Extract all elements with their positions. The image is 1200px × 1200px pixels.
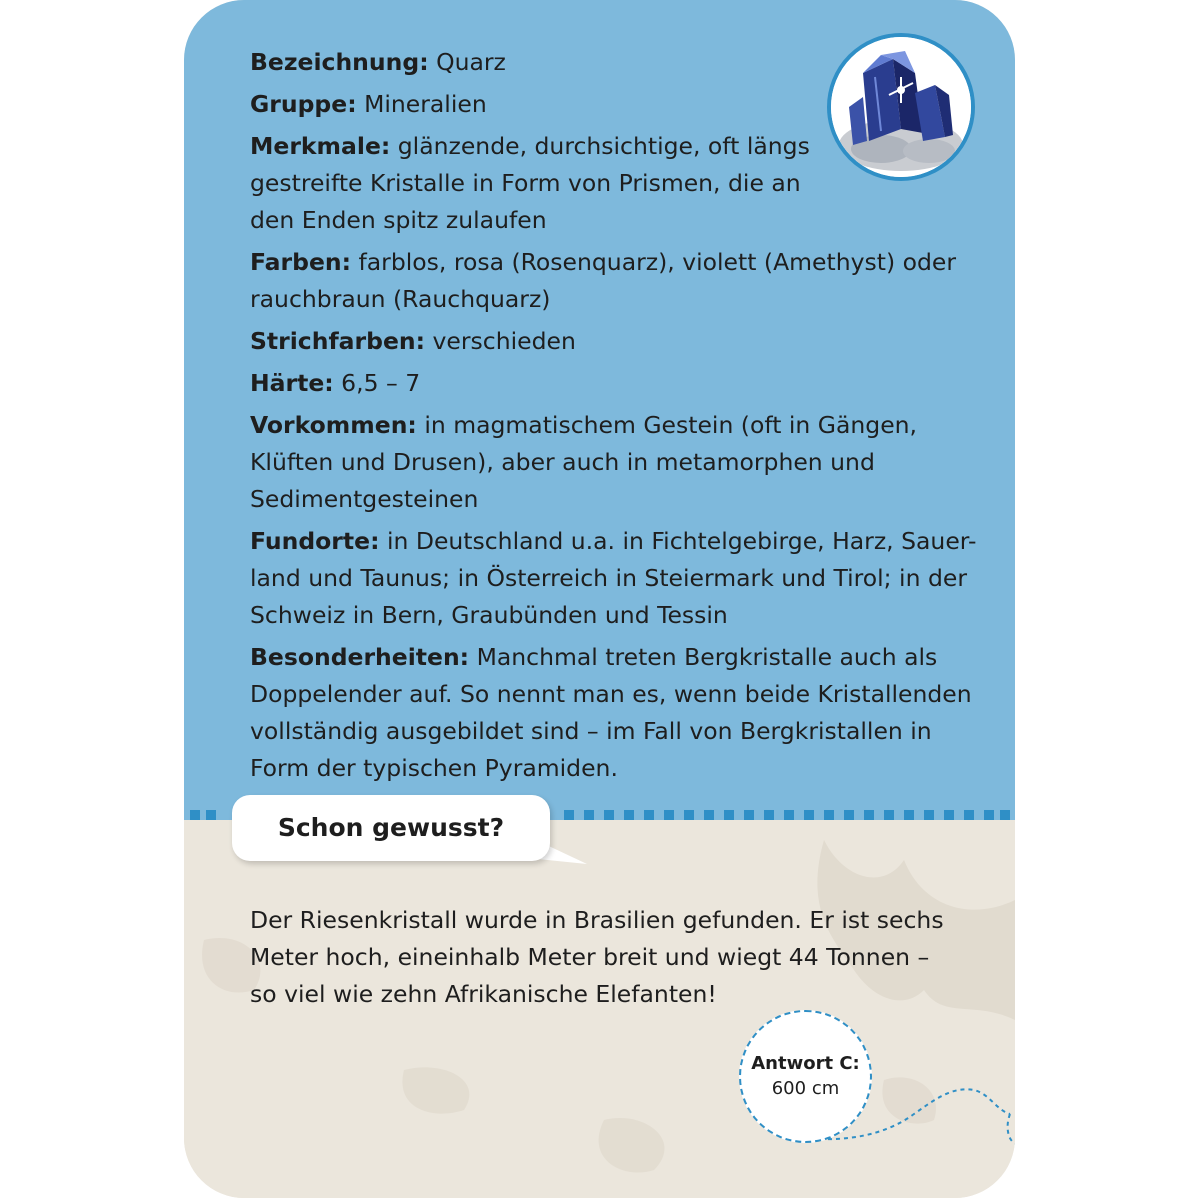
fact-merkmale [250,128,830,239]
fact-value: in magmatischem Gestein (oft in Gängen, Klüften und Drusen), aber auch in metamorphen und Sedimentgesteinen [250,411,918,513]
fact-haerte [250,365,990,402]
fact-value: verschieden [432,327,576,355]
fact-farben [250,244,990,318]
fact-label: Merkmale: [250,132,391,160]
fact-strichfarben [250,323,990,360]
answer-label: Antwort C: [751,1053,860,1074]
fact-panel [184,0,1015,820]
fact-label: Vorkommen: [250,411,417,439]
fact-label: Strichfarben: [250,327,426,355]
answer-value: 600 cm [771,1078,840,1099]
fact-label: Fundorte: [250,527,380,555]
fact-label: Besonderheiten: [250,643,470,671]
fact-vorkommen [250,407,990,518]
fact-value: 6,5 – 7 [341,369,421,397]
fact-value: farblos, rosa (Rosenquarz), violett (Amethyst) oder rauchbraun (Rauchquarz) [250,248,957,313]
fact-label: Härte: [250,369,334,397]
answer-badge [739,1010,872,1143]
fact-value: Mineralien [364,90,487,118]
fact-value: Manchmal treten Bergkristalle auch als Doppelender auf. So nennt man es, wenn beide Kristallenden vollständig ausgebildet sind – im Fall von Bergkristallen in Form der typischen Pyramiden. [250,643,972,782]
fact-label: Bezeichnung: [250,48,429,76]
trivia-text: Der Riesenkristall wurde in Brasilien gefunden. Er ist sechs Meter hoch, eineinhalb Meter breit und wiegt 44 Tonnen – so viel wie zehn Afrikanische Elefanten! [250,906,944,1008]
trivia-title: Schon gewusst? [277,813,505,842]
speech-bubble [232,795,550,861]
fact-value: Quarz [436,48,506,76]
blue-crystal-icon [831,37,971,177]
fact-value: glänzende, durchsichtige, oft längs gestreifte Kristalle in Form von Prismen, die an den Enden spitz zulaufen [250,132,810,234]
quartz-card [184,0,1015,1198]
fact-label: Gruppe: [250,90,357,118]
fact-fundorte [250,523,990,634]
fact-label: Farben: [250,248,352,276]
fact-value: in Deutschland u.a. in Fichtelgebirge, Harz, Sauer- land und Taunus; in Österreich in Steiermark und Tirol; in der Schweiz in Bern, Graubünden und Tessin [250,527,977,629]
fact-besonderheiten [250,639,990,787]
mineral-photo [827,33,975,181]
